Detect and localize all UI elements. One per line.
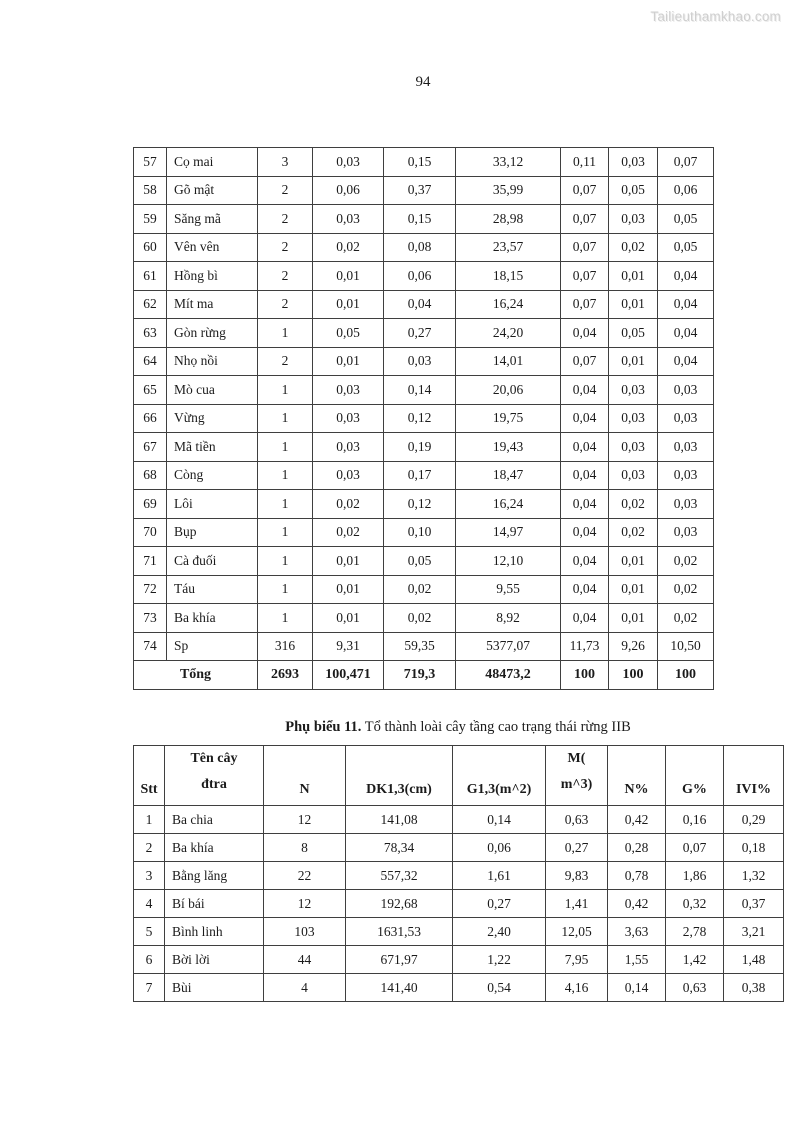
table-row	[134, 890, 784, 918]
value-cell: 0,10	[384, 518, 456, 547]
row-index-cell: 68	[134, 461, 167, 490]
value-cell: 9,31	[313, 632, 384, 661]
species-name-cell: Ba khía	[167, 604, 258, 633]
value-cell: 9,83	[546, 862, 608, 890]
table2-caption	[133, 719, 783, 736]
row-index-cell: 7	[134, 974, 165, 1002]
value-cell: 1,32	[724, 862, 784, 890]
header-ivi-pct: IVI%	[724, 746, 784, 806]
value-cell: 0,03	[609, 376, 658, 405]
value-cell: 0,02	[609, 490, 658, 519]
value-cell: 0,27	[546, 834, 608, 862]
value-cell: 0,02	[658, 547, 714, 576]
value-cell: 14,97	[456, 518, 561, 547]
value-cell: 0,06	[453, 834, 546, 862]
value-cell: 316	[258, 632, 313, 661]
value-cell: 1	[258, 575, 313, 604]
value-cell: 22	[264, 862, 346, 890]
table-row	[134, 461, 714, 490]
value-cell: 0,06	[658, 176, 714, 205]
row-index-cell: 5	[134, 918, 165, 946]
table-row	[134, 806, 784, 834]
value-cell: 1,48	[724, 946, 784, 974]
row-index-cell: 69	[134, 490, 167, 519]
row-index-cell: 60	[134, 233, 167, 262]
total-value-cell: 100	[609, 661, 658, 690]
value-cell: 557,32	[346, 862, 453, 890]
table-row	[134, 347, 714, 376]
value-cell: 1	[258, 461, 313, 490]
value-cell: 9,55	[456, 575, 561, 604]
value-cell: 1,42	[666, 946, 724, 974]
table-total-row	[134, 661, 714, 690]
value-cell: 23,57	[456, 233, 561, 262]
total-label-cell: Tổng	[134, 661, 258, 690]
value-cell: 1	[258, 319, 313, 348]
value-cell: 0,05	[384, 547, 456, 576]
value-cell: 0,03	[658, 518, 714, 547]
species-name-cell: Vừng	[167, 404, 258, 433]
table-row	[134, 404, 714, 433]
value-cell: 0,04	[561, 575, 609, 604]
value-cell: 0,02	[609, 518, 658, 547]
value-cell: 0,07	[561, 176, 609, 205]
value-cell: 12	[264, 806, 346, 834]
species-name-cell: Bí bái	[165, 890, 264, 918]
value-cell: 18,47	[456, 461, 561, 490]
value-cell: 0,06	[313, 176, 384, 205]
header-dk: DK1,3(cm)	[346, 746, 453, 806]
row-index-cell: 63	[134, 319, 167, 348]
value-cell: 0,28	[608, 834, 666, 862]
value-cell: 0,07	[561, 205, 609, 234]
species-name-cell: Nhọ nồi	[167, 347, 258, 376]
value-cell: 0,03	[313, 404, 384, 433]
table-row	[134, 946, 784, 974]
value-cell: 0,01	[313, 347, 384, 376]
row-index-cell: 65	[134, 376, 167, 405]
species-name-cell: Bụp	[167, 518, 258, 547]
species-name-cell: Bình linh	[165, 918, 264, 946]
value-cell: 0,05	[609, 319, 658, 348]
row-index-cell: 3	[134, 862, 165, 890]
value-cell: 78,34	[346, 834, 453, 862]
value-cell: 0,04	[561, 547, 609, 576]
value-cell: 0,04	[561, 319, 609, 348]
value-cell: 0,02	[313, 518, 384, 547]
value-cell: 0,02	[384, 604, 456, 633]
value-cell: 0,54	[453, 974, 546, 1002]
value-cell: 0,37	[384, 176, 456, 205]
row-index-cell: 4	[134, 890, 165, 918]
value-cell: 0,05	[313, 319, 384, 348]
header-species-name	[165, 746, 264, 806]
value-cell: 33,12	[456, 148, 561, 177]
value-cell: 0,07	[561, 290, 609, 319]
value-cell: 0,01	[313, 262, 384, 291]
value-cell: 0,03	[658, 461, 714, 490]
value-cell: 0,05	[609, 176, 658, 205]
row-index-cell: 61	[134, 262, 167, 291]
table2-caption-label: Phụ biểu 11.	[285, 719, 362, 735]
species-name-cell: Cọ mai	[167, 148, 258, 177]
row-index-cell: 57	[134, 148, 167, 177]
value-cell: 0,07	[658, 148, 714, 177]
row-index-cell: 6	[134, 946, 165, 974]
value-cell: 2	[258, 347, 313, 376]
row-index-cell: 2	[134, 834, 165, 862]
species-name-cell: Mã tiền	[167, 433, 258, 462]
header-n-pct: N%	[608, 746, 666, 806]
species-name-cell: Ba khía	[165, 834, 264, 862]
table-row	[134, 176, 714, 205]
table-row	[134, 490, 714, 519]
value-cell: 16,24	[456, 290, 561, 319]
value-cell: 0,01	[609, 575, 658, 604]
table-row	[134, 262, 714, 291]
value-cell: 0,04	[658, 319, 714, 348]
value-cell: 11,73	[561, 632, 609, 661]
value-cell: 9,26	[609, 632, 658, 661]
value-cell: 3,21	[724, 918, 784, 946]
value-cell: 16,24	[456, 490, 561, 519]
value-cell: 103	[264, 918, 346, 946]
value-cell: 0,11	[561, 148, 609, 177]
species-name-cell: Táu	[167, 575, 258, 604]
species-name-cell: Mít ma	[167, 290, 258, 319]
value-cell: 12	[264, 890, 346, 918]
total-value-cell: 100	[658, 661, 714, 690]
value-cell: 0,03	[609, 461, 658, 490]
species-name-cell: Gòn rừng	[167, 319, 258, 348]
value-cell: 1	[258, 376, 313, 405]
species-name-cell: Lôi	[167, 490, 258, 519]
value-cell: 0,04	[561, 490, 609, 519]
value-cell: 35,99	[456, 176, 561, 205]
value-cell: 3,63	[608, 918, 666, 946]
value-cell: 0,04	[658, 262, 714, 291]
value-cell: 0,02	[658, 575, 714, 604]
value-cell: 0,03	[658, 404, 714, 433]
table-row	[134, 376, 714, 405]
value-cell: 18,15	[456, 262, 561, 291]
value-cell: 0,03	[609, 205, 658, 234]
table-row	[134, 974, 784, 1002]
page-number: 94	[415, 74, 431, 90]
value-cell: 0,29	[724, 806, 784, 834]
value-cell: 0,05	[658, 233, 714, 262]
species-name-cell: Bằng lăng	[165, 862, 264, 890]
species-name-cell: Cà đuối	[167, 547, 258, 576]
value-cell: 1	[258, 518, 313, 547]
value-cell: 0,03	[313, 205, 384, 234]
value-cell: 141,40	[346, 974, 453, 1002]
value-cell: 2	[258, 233, 313, 262]
value-cell: 0,19	[384, 433, 456, 462]
value-cell: 0,03	[313, 433, 384, 462]
species-name-cell: Còng	[167, 461, 258, 490]
value-cell: 0,03	[658, 490, 714, 519]
species-name-cell: Bời lời	[165, 946, 264, 974]
value-cell: 0,15	[384, 148, 456, 177]
value-cell: 0,27	[453, 890, 546, 918]
table2-caption-text: Tổ thành loài cây tầng cao trạng thái rừng IIB	[361, 719, 631, 735]
value-cell: 2	[258, 205, 313, 234]
table-row	[134, 547, 714, 576]
table-row	[134, 148, 714, 177]
value-cell: 2,40	[453, 918, 546, 946]
table-header-row	[134, 746, 784, 806]
total-value-cell: 48473,2	[456, 661, 561, 690]
value-cell: 8,92	[456, 604, 561, 633]
value-cell: 0,07	[561, 262, 609, 291]
value-cell: 0,03	[384, 347, 456, 376]
value-cell: 0,78	[608, 862, 666, 890]
value-cell: 0,03	[313, 461, 384, 490]
value-cell: 0,03	[658, 433, 714, 462]
row-index-cell: 70	[134, 518, 167, 547]
value-cell: 12,10	[456, 547, 561, 576]
value-cell: 0,07	[666, 834, 724, 862]
species-name-cell: Hồng bì	[167, 262, 258, 291]
value-cell: 0,01	[609, 604, 658, 633]
table-row	[134, 575, 714, 604]
row-index-cell: 74	[134, 632, 167, 661]
species-name-cell: Bùi	[165, 974, 264, 1002]
value-cell: 1	[258, 404, 313, 433]
value-cell: 2,78	[666, 918, 724, 946]
header-n: N	[264, 746, 346, 806]
value-cell: 10,50	[658, 632, 714, 661]
species-name-cell: Săng mã	[167, 205, 258, 234]
value-cell: 0,04	[658, 347, 714, 376]
value-cell: 0,07	[561, 233, 609, 262]
row-index-cell: 67	[134, 433, 167, 462]
value-cell: 3	[258, 148, 313, 177]
value-cell: 0,14	[608, 974, 666, 1002]
header-g-pct: G%	[666, 746, 724, 806]
value-cell: 0,03	[658, 376, 714, 405]
table-row	[134, 205, 714, 234]
value-cell: 1,61	[453, 862, 546, 890]
row-index-cell: 62	[134, 290, 167, 319]
value-cell: 7,95	[546, 946, 608, 974]
value-cell: 0,17	[384, 461, 456, 490]
species-table-continued	[133, 147, 714, 690]
value-cell: 20,06	[456, 376, 561, 405]
table-row	[134, 233, 714, 262]
value-cell: 2	[258, 262, 313, 291]
value-cell: 0,14	[384, 376, 456, 405]
value-cell: 0,04	[561, 376, 609, 405]
value-cell: 1,86	[666, 862, 724, 890]
value-cell: 0,04	[658, 290, 714, 319]
value-cell: 192,68	[346, 890, 453, 918]
value-cell: 2	[258, 176, 313, 205]
value-cell: 1	[258, 433, 313, 462]
value-cell: 1,41	[546, 890, 608, 918]
row-index-cell: 58	[134, 176, 167, 205]
value-cell: 5377,07	[456, 632, 561, 661]
value-cell: 0,02	[384, 575, 456, 604]
header-species-name-line2: đtra	[201, 777, 227, 792]
value-cell: 0,27	[384, 319, 456, 348]
row-index-cell: 72	[134, 575, 167, 604]
value-cell: 1	[258, 547, 313, 576]
value-cell: 0,01	[609, 547, 658, 576]
row-index-cell: 1	[134, 806, 165, 834]
value-cell: 0,02	[658, 604, 714, 633]
value-cell: 4	[264, 974, 346, 1002]
value-cell: 0,04	[561, 433, 609, 462]
value-cell: 0,01	[313, 604, 384, 633]
value-cell: 0,63	[546, 806, 608, 834]
value-cell: 0,04	[384, 290, 456, 319]
value-cell: 0,42	[608, 890, 666, 918]
value-cell: 0,42	[608, 806, 666, 834]
value-cell: 0,18	[724, 834, 784, 862]
value-cell: 4,16	[546, 974, 608, 1002]
value-cell: 0,04	[561, 604, 609, 633]
value-cell: 19,43	[456, 433, 561, 462]
value-cell: 1	[258, 604, 313, 633]
species-name-cell: Vên vên	[167, 233, 258, 262]
value-cell: 0,12	[384, 490, 456, 519]
header-m	[546, 746, 608, 806]
value-cell: 14,01	[456, 347, 561, 376]
value-cell: 0,07	[561, 347, 609, 376]
total-value-cell: 100,471	[313, 661, 384, 690]
header-m-line1: M(	[567, 751, 586, 766]
value-cell: 1,22	[453, 946, 546, 974]
table-row	[134, 290, 714, 319]
total-value-cell: 2693	[258, 661, 313, 690]
table-row	[134, 632, 714, 661]
table-row	[134, 518, 714, 547]
table-row	[134, 918, 784, 946]
value-cell: 0,12	[384, 404, 456, 433]
table-row	[134, 604, 714, 633]
value-cell: 0,05	[658, 205, 714, 234]
species-table-iib	[133, 745, 784, 1002]
value-cell: 0,16	[666, 806, 724, 834]
value-cell: 28,98	[456, 205, 561, 234]
value-cell: 0,01	[609, 290, 658, 319]
value-cell: 0,03	[313, 376, 384, 405]
value-cell: 0,15	[384, 205, 456, 234]
value-cell: 0,14	[453, 806, 546, 834]
value-cell: 0,04	[561, 461, 609, 490]
header-stt: Stt	[134, 746, 165, 806]
species-name-cell: Sp	[167, 632, 258, 661]
value-cell: 19,75	[456, 404, 561, 433]
header-m-line2: m^3)	[560, 777, 593, 792]
value-cell: 0,02	[313, 233, 384, 262]
value-cell: 1,55	[608, 946, 666, 974]
row-index-cell: 59	[134, 205, 167, 234]
species-name-cell: Gõ mật	[167, 176, 258, 205]
table-row	[134, 319, 714, 348]
value-cell: 0,03	[609, 404, 658, 433]
value-cell: 0,01	[313, 575, 384, 604]
row-index-cell: 73	[134, 604, 167, 633]
species-name-cell: Mò cua	[167, 376, 258, 405]
value-cell: 0,38	[724, 974, 784, 1002]
value-cell: 0,32	[666, 890, 724, 918]
value-cell: 1631,53	[346, 918, 453, 946]
value-cell: 0,01	[313, 290, 384, 319]
value-cell: 0,01	[609, 262, 658, 291]
value-cell: 0,37	[724, 890, 784, 918]
table-row	[134, 862, 784, 890]
value-cell: 59,35	[384, 632, 456, 661]
value-cell: 24,20	[456, 319, 561, 348]
header-g: G1,3(m^2)	[453, 746, 546, 806]
value-cell: 0,04	[561, 404, 609, 433]
row-index-cell: 71	[134, 547, 167, 576]
value-cell: 0,04	[561, 518, 609, 547]
value-cell: 44	[264, 946, 346, 974]
watermark: Tailieuthamkhao.com	[650, 9, 781, 24]
table-row	[134, 834, 784, 862]
value-cell: 0,01	[609, 347, 658, 376]
species-name-cell: Ba chia	[165, 806, 264, 834]
value-cell: 0,02	[609, 233, 658, 262]
value-cell: 0,01	[313, 547, 384, 576]
value-cell: 0,06	[384, 262, 456, 291]
value-cell: 671,97	[346, 946, 453, 974]
value-cell: 141,08	[346, 806, 453, 834]
total-value-cell: 100	[561, 661, 609, 690]
value-cell: 0,03	[313, 148, 384, 177]
value-cell: 1	[258, 490, 313, 519]
row-index-cell: 66	[134, 404, 167, 433]
header-species-name-line1: Tên cây	[190, 751, 238, 766]
value-cell: 0,08	[384, 233, 456, 262]
row-index-cell: 64	[134, 347, 167, 376]
value-cell: 12,05	[546, 918, 608, 946]
value-cell: 0,03	[609, 148, 658, 177]
value-cell: 0,03	[609, 433, 658, 462]
value-cell: 0,02	[313, 490, 384, 519]
value-cell: 8	[264, 834, 346, 862]
value-cell: 2	[258, 290, 313, 319]
value-cell: 0,63	[666, 974, 724, 1002]
table-row	[134, 433, 714, 462]
total-value-cell: 719,3	[384, 661, 456, 690]
